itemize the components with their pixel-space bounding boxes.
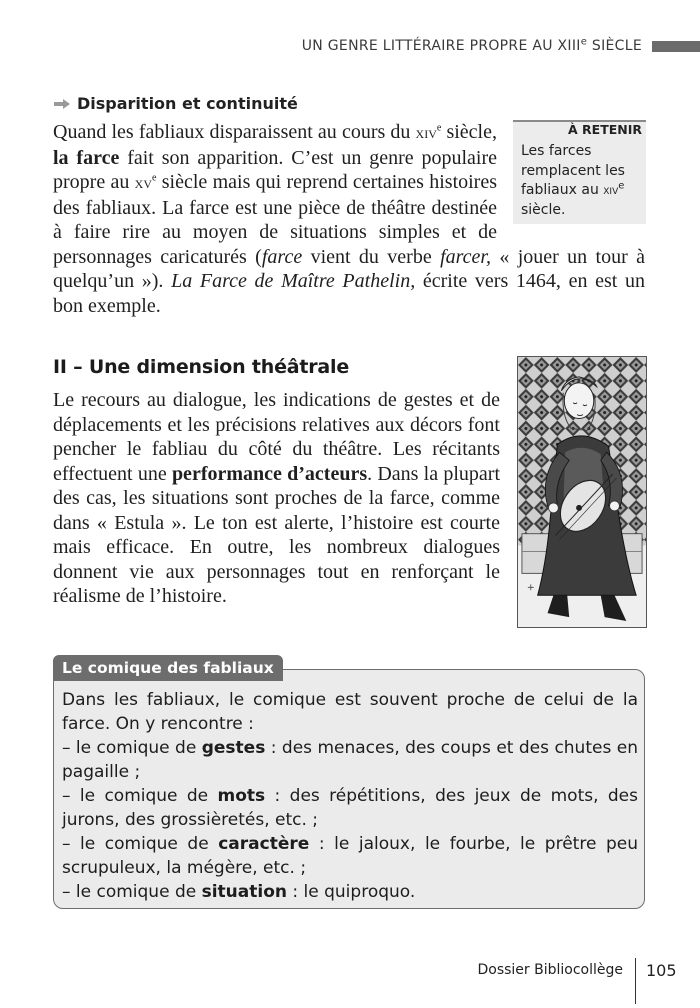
paragraph-farce: Quand les fabliaux disparaissent au cours du xiv$^e$ siècle, la farce fait son apparition. C’est un genre populaire propre au $xv^e$ siècle mais qui reprend certaines histoires des fabliaux. La farce est une pièce de théâtre destinée à faire rire au moyen de situations simples et de personnages caricaturés (farce vient du verbe farcer, « jouer un tour à quelqu’un »). La Farce de Maître Pathelin, écrite vers 1464, en est un bon exemple. [53, 121, 646, 317]
retenir-text: Les farces remplacent les fabliaux au xiv$^e$ siècle. [521, 143, 625, 218]
header-bar [652, 41, 700, 52]
list-item: – le comique de caractère : le jaloux, le fourbe, le prêtre peu scrupuleux, la mégère, etc. ; [62, 834, 638, 878]
footer-source: Dossier Bibliocollège [477, 962, 623, 978]
running-header [302, 36, 700, 56]
comique-box-title: Le comique des fabliaux [53, 655, 283, 681]
arrow-right-icon [53, 98, 71, 110]
subheading-disparition [53, 94, 298, 113]
page-number: 105 [646, 961, 677, 980]
paragraph-theatre: Le recours au dialogue, les indications de gestes et de déplacements et les précisions relatives aux décors font pencher le fabliau du côté du théâtre. Les récitants effectuent une performance d’acteurs. Dans la plupart des cas, les situations sont proches de la farce, comme dans « Estula ». Le ton est alerte, l’histoire est courte mais efficace. En outre, les nombreux dialogues donnent vie aux personnages tout en renforçant le réalisme de l’histoire. [53, 389, 500, 607]
subheading-text: Disparition et continuité [77, 94, 298, 113]
comique-box-content [62, 688, 638, 904]
running-title: UN GENRE LITTÉRAIRE PROPRE AU XIIIe SIÈCLE [301, 36, 642, 54]
retenir-label: À RETENIR [568, 122, 642, 137]
list-item: – le comique de gestes : des menaces, des coups et des chutes en pagaille ; [62, 738, 638, 782]
list-item: – le comique de mots : des répétitions, des jeux de mots, des jurons, des grossièretés, etc. ; [62, 786, 638, 830]
list-item: – le comique de situation : le quiproquo. [62, 882, 416, 902]
retenir-box [513, 120, 646, 224]
comique-intro: Dans les fabliaux, le comique est souvent proche de celui de la farce. On y rencontre : [62, 690, 638, 734]
medieval-musician-illustration [517, 356, 647, 628]
footer-divider [635, 958, 636, 1004]
section-title: II – Une dimension théâtrale [53, 356, 350, 378]
page-footer [0, 958, 700, 1008]
